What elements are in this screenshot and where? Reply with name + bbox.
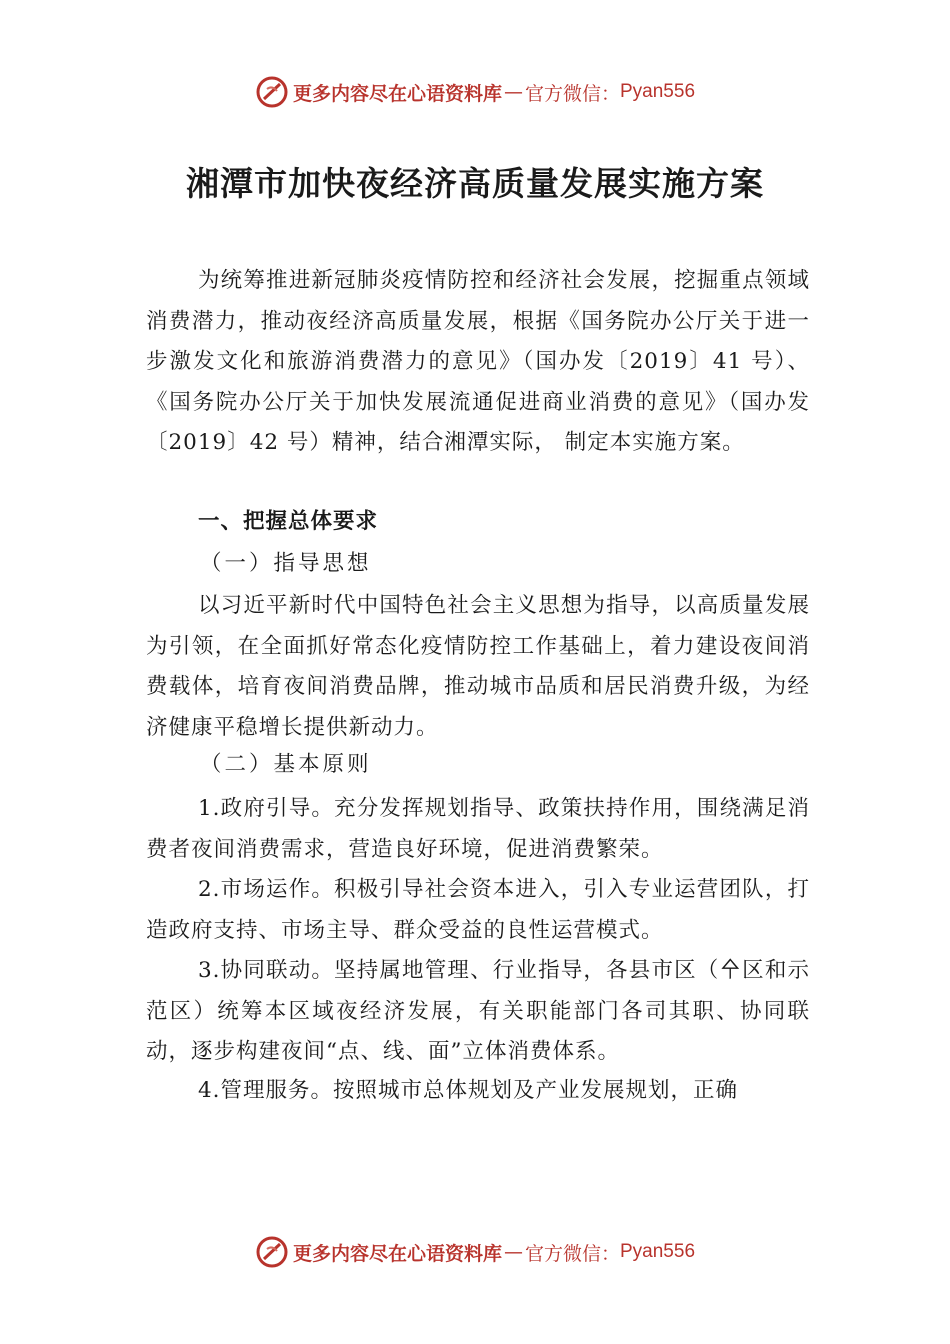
watermark-label: 官方微信： — [524, 1242, 620, 1265]
subsection-heading: （二）基本原则 — [200, 752, 372, 777]
principle-4-block — [146, 1071, 810, 1112]
principle-item: 3.协同联动。坚持属地管理、行业指导，各县市区（㐃区和示范区）统筹本区域夜经济发展，有关职能部门各司其职、协同联动，逐步构建夜间“点、线、面”立体消费体系。 — [146, 958, 810, 1064]
logo-icon — [255, 75, 289, 109]
section-1-heading-block — [146, 502, 810, 542]
principle-3-block — [146, 951, 810, 1073]
watermark-dash: — — [503, 81, 523, 103]
watermark-header — [0, 72, 950, 112]
watermark-label: 官方微信： — [524, 82, 620, 105]
watermark-wechat-id: Pyan556 — [620, 1241, 696, 1262]
principle-item: 2.市场运作。积极引导社会资本进入，引入专业运营团队，打造政府支持、市场主导、群众受益的良性运营模式。 — [146, 877, 810, 943]
logo-icon — [255, 1235, 289, 1269]
watermark-dash: — — [503, 1241, 523, 1263]
watermark-footer — [0, 1232, 950, 1272]
guiding-thought-block — [146, 586, 810, 748]
watermark-text: 更多内容尽在心语资料库 — [292, 82, 502, 105]
guiding-thought-paragraph: 以习近平新时代中国特色社会主义思想为指导，以高质量发展为引领，在全面抓好常态化疫情防控工作基础上，着力建设夜间消费载体，培育夜间消费品牌，推动城市品质和居民消费升级，为经济健康平稳增长提供新动力。 — [146, 593, 810, 740]
section-heading: 一、把握总体要求 — [198, 509, 379, 534]
watermark-text: 更多内容尽在心语资料库 — [292, 1242, 502, 1265]
principle-item: 4.管理服务。按照城市总体规划及产业发展规划，正确 — [198, 1078, 739, 1103]
subsection-heading: （一）指导思想 — [200, 551, 372, 576]
principle-1-block — [146, 789, 810, 870]
intro-block — [146, 261, 810, 464]
document-title: 湘潭市加快夜经济高质量发展实施方案 — [186, 164, 764, 203]
watermark-wechat-id: Pyan556 — [620, 81, 696, 102]
subsection-1-heading-block — [146, 544, 810, 584]
subsection-2-heading-block — [146, 745, 810, 785]
intro-paragraph: 为统筹推进新冠肺炎疫情防控和经济社会发展，挖掘重点领域消费潜力，推动夜经济高质量发展，根据《国务院办公厅关于进一步激发文化和旅游消费潜力的意见》（国办发〔2019〕41 号）、《国务院办公厅关于加快发展流通促进商业消费的意见》（国办发〔2019〕42 号）精神，结合湘潭实际， 制定本实施方案。 — [146, 268, 810, 455]
principle-2-block — [146, 870, 810, 951]
principle-item: 1.政府引导。充分发挥规划指导、政策扶持作用，围绕满足消费者夜间消费需求，营造良好环境，促进消费繁荣。 — [146, 796, 810, 862]
